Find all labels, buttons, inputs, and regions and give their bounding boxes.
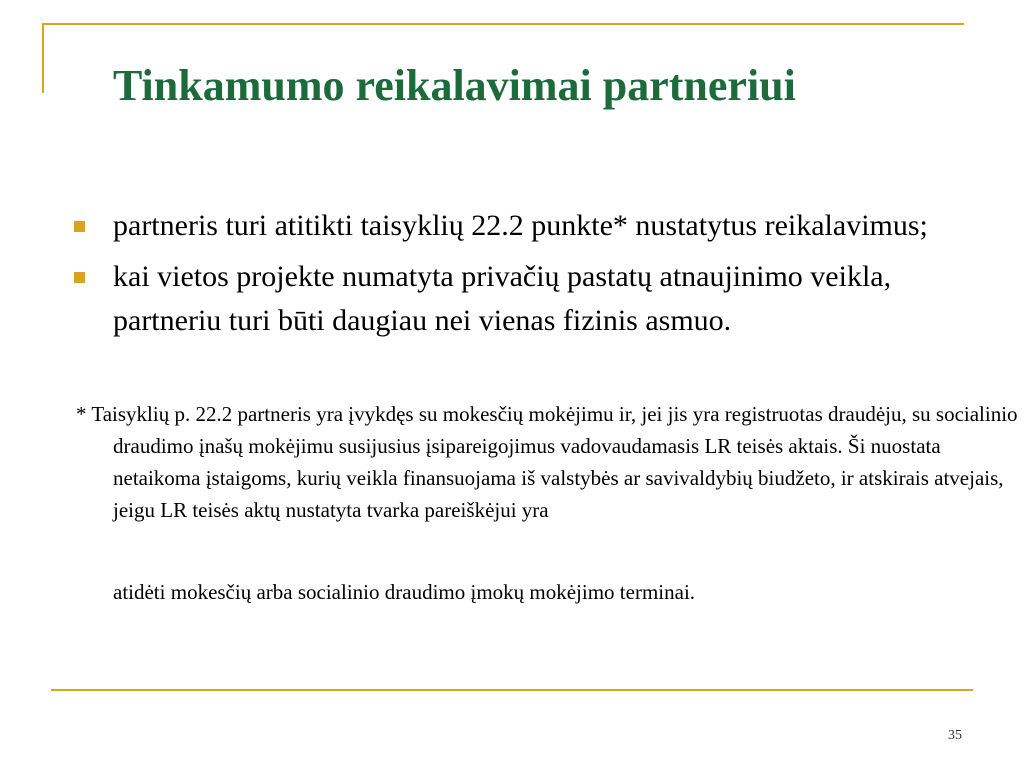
slide-title: Tinkamumo reikalavimai partneriui	[113, 61, 796, 110]
footnote-last-line: atidėti mokesčių arba socialinio draudimo įmokų mokėjimo terminai.	[113, 580, 696, 604]
square-bullet-icon	[74, 272, 85, 283]
left-frame-line	[42, 23, 44, 93]
bullet-text: kai vietos projekte numatyta privačių pastatų atnaujinimo veikla, partneriu turi būti daugiau nei vienas fizinis asmuo.	[113, 260, 892, 337]
square-bullet-icon	[74, 221, 85, 232]
footnote: * Taisyklių p. 22.2 partneris yra įvykdęs su mokesčių mokėjimu ir, jei jis yra registruotas draudėju, su socialinio draudimo įnašų mokėjimu susijusius įsipareigojimus vadovaudamasis LR teisės aktais. Ši nuostata netaikoma įstaigoms, kurių veikla finansuojama iš valstybės ar savivaldybių biudžeto, ir atskirais atvejais, jeigu LR teisės aktų nustatyta tvarka pareiškėjui yra	[76, 402, 1018, 522]
top-frame-line	[42, 23, 964, 25]
bullet-list	[70, 204, 990, 350]
bullet-item	[70, 255, 990, 343]
bottom-rule	[51, 689, 973, 691]
bullet-item	[70, 204, 990, 248]
bullet-text: partneris turi atitikti taisyklių 22.2 punkte* nustatytus reikalavimus;	[113, 209, 928, 242]
page-number: 35	[948, 728, 962, 743]
